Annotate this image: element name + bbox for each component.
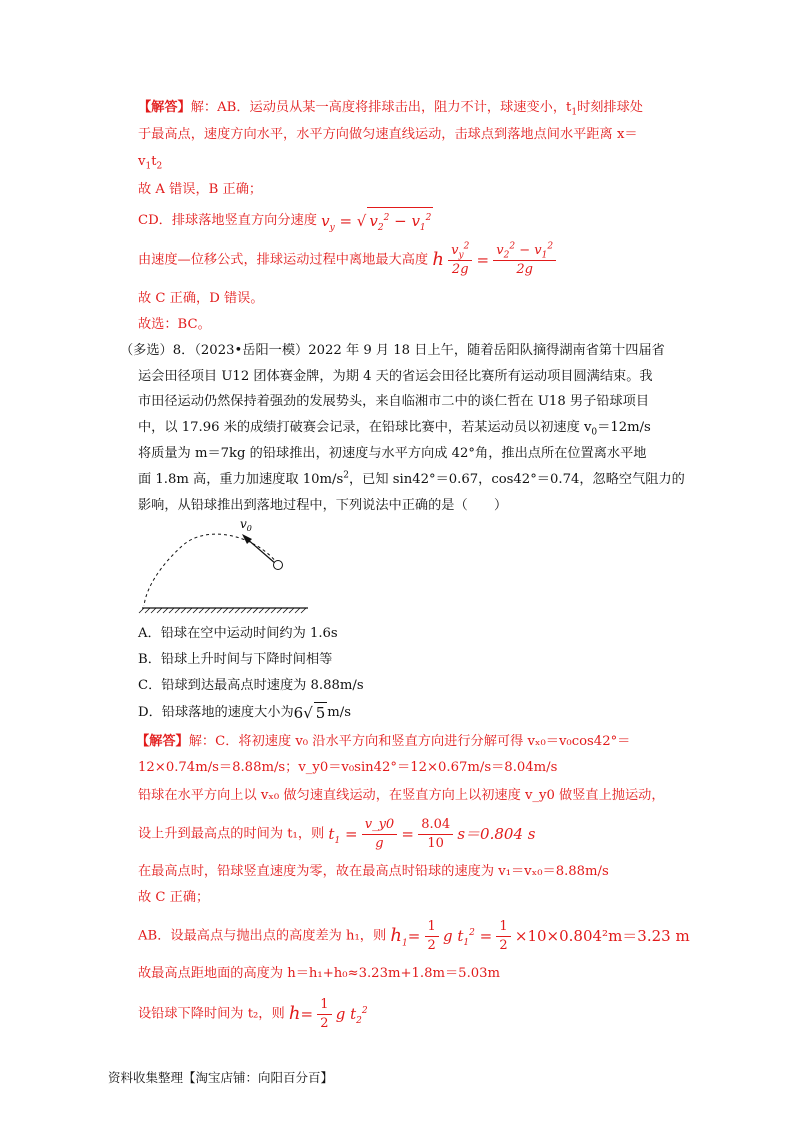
- answer2-line1: 【解答】解：C．将初速度 v₀ 沿水平方向和竖直方向进行分解可得 vₓ₀＝v₀cos42°＝: [136, 734, 631, 749]
- answer2-line2: 12×0.74m/s＝8.88m/s；v_y0＝v₀sin42°＝12×0.67m/s＝8.04m/s: [138, 760, 558, 775]
- question8-line2: 运会田径项目 U12 团体赛金牌，为期 4 天的省运会田径比赛所有运动项目圆满结束。我: [138, 369, 653, 384]
- v0-label: $v_0$: [240, 517, 252, 533]
- option-a: A．铅球在空中运动时间约为 1.6s: [138, 626, 338, 641]
- formula-t1-frac2: $\frac{8.04}{10}$: [418, 816, 453, 853]
- answer2-line5: 在最高点时，铅球竖直速度为零，故在最高点时铅球的速度为 v₁＝vₓ₀＝8.88m/s: [138, 864, 609, 879]
- formula-vy: $v_y$ = √ $v_2^2 - v_1^2$: [321, 207, 433, 234]
- answer1-line2: 于最高点，速度方向水平，水平方向做匀速直线运动，击球点到落地点间水平距离 x＝: [138, 127, 638, 142]
- answer1-line8: 故选：BC。: [138, 317, 211, 332]
- answer1-line1: 【解答】解：AB．运动员从某一高度将排球击出，阻力不计，球速变小，$t_1$时刻排球处: [138, 100, 643, 118]
- answer2-line7: AB．设最高点与抛出点的高度差为 h₁，则 $h_1=$ $\frac{1}{2}$ g $t_1^2$ = $\frac{1}{2}$ ×10×0.804²m＝3.23 m: [138, 918, 690, 953]
- question8-line1: （多选）8．（2023•岳阳一模）2022 年 9 月 18 日上午，随着岳阳队摘得湖南省第十四届省: [120, 343, 665, 358]
- question8-line4: 中，以 17.96 米的成绩打破赛会记录，在铅球比赛中，若某运动员以初速度 $v_0=12m/s$: [138, 420, 651, 438]
- question8-line3: 市田径运动仍然保持着强劲的发展势头，来自临湘市二中的谈仁哲在 U18 男子铅球项目: [138, 394, 650, 409]
- ground-hatch: [139, 608, 306, 613]
- answer1-line6: 由速度—位移公式，排球运动过程中离地最大高度 h $\frac{v_y^2}{2g}$ = $\frac{v_2^2 - v_1^2}{2g}$: [138, 238, 556, 283]
- formula-h-frac2: $\frac{v_2^2 - v_1^2}{2g}$: [493, 242, 556, 279]
- question8-line5: 将质量为 m＝7kg 的铅球推出，初速度与水平方向成 42°角，推出点所在位置离水平地: [138, 446, 647, 461]
- answer1-line7: 故 C 正确，D 错误。: [138, 291, 264, 306]
- formula-h: h: [432, 249, 444, 270]
- answer1-line4: 故 A 错误，B 正确；: [138, 182, 263, 197]
- answer-tag: 【解答】: [136, 734, 189, 749]
- answer-tag: 【解答】: [138, 100, 191, 115]
- option-b: B．铅球上升时间与下降时间相等: [138, 652, 333, 667]
- answer2-line3: 铅球在水平方向上以 vₓ₀ 做匀速直线运动，在竖直方向上以初速度 v_y0 做竖直上抛运动，: [138, 788, 665, 803]
- option-c: C．铅球到达最高点时速度为 8.88m/s: [138, 678, 364, 693]
- trajectory-figure: [136, 516, 316, 616]
- question8-line6: 面 1.8m 高，重力加速度取 $10m/s^2$，已知 sin42°＝0.67，cos42°＝0.74，忽略空气阻力的: [138, 470, 685, 487]
- question8-line7: 影响，从铅球推出到落地过程中，下列说法中正确的是（ ）: [138, 498, 508, 513]
- page-footer: 资料收集整理【淘宝店铺：向阳百分百】: [108, 1070, 334, 1085]
- answer2-line6: 故 C 正确；: [138, 890, 210, 905]
- answer1-line3: $v_1t_2$: [138, 154, 163, 172]
- answer2-line8: 故最高点距地面的高度为 h＝h₁+h₀≈3.23m+1.8m＝5.03m: [138, 966, 501, 981]
- formula-t1-frac1: $\frac{v\_y0}{g}$: [362, 816, 397, 853]
- option-d: D．铅球落地的速度大小为6√ 5 m/s: [138, 704, 352, 722]
- answer2-line9: 设铅球下降时间为 t₂，则 h= $\frac{1}{2}$ g $t_2^2$: [138, 996, 368, 1031]
- formula-h-frac1: $\frac{v_y^2}{2g}$: [448, 242, 472, 279]
- shot-ball: [274, 561, 283, 570]
- answer2-line4: 设上升到最高点的时间为 t₁，则 $t_1$ = $\frac{v\_y0}{g}$ = $\frac{8.04}{10}$ s＝0.804 s: [138, 816, 536, 851]
- trajectory-path: [144, 534, 278, 606]
- velocity-arrow: [246, 538, 276, 564]
- answer1-line5: CD．排球落地竖直方向分速度 $v_y$ = √ $v_2^2 - v_1^2$: [138, 207, 433, 234]
